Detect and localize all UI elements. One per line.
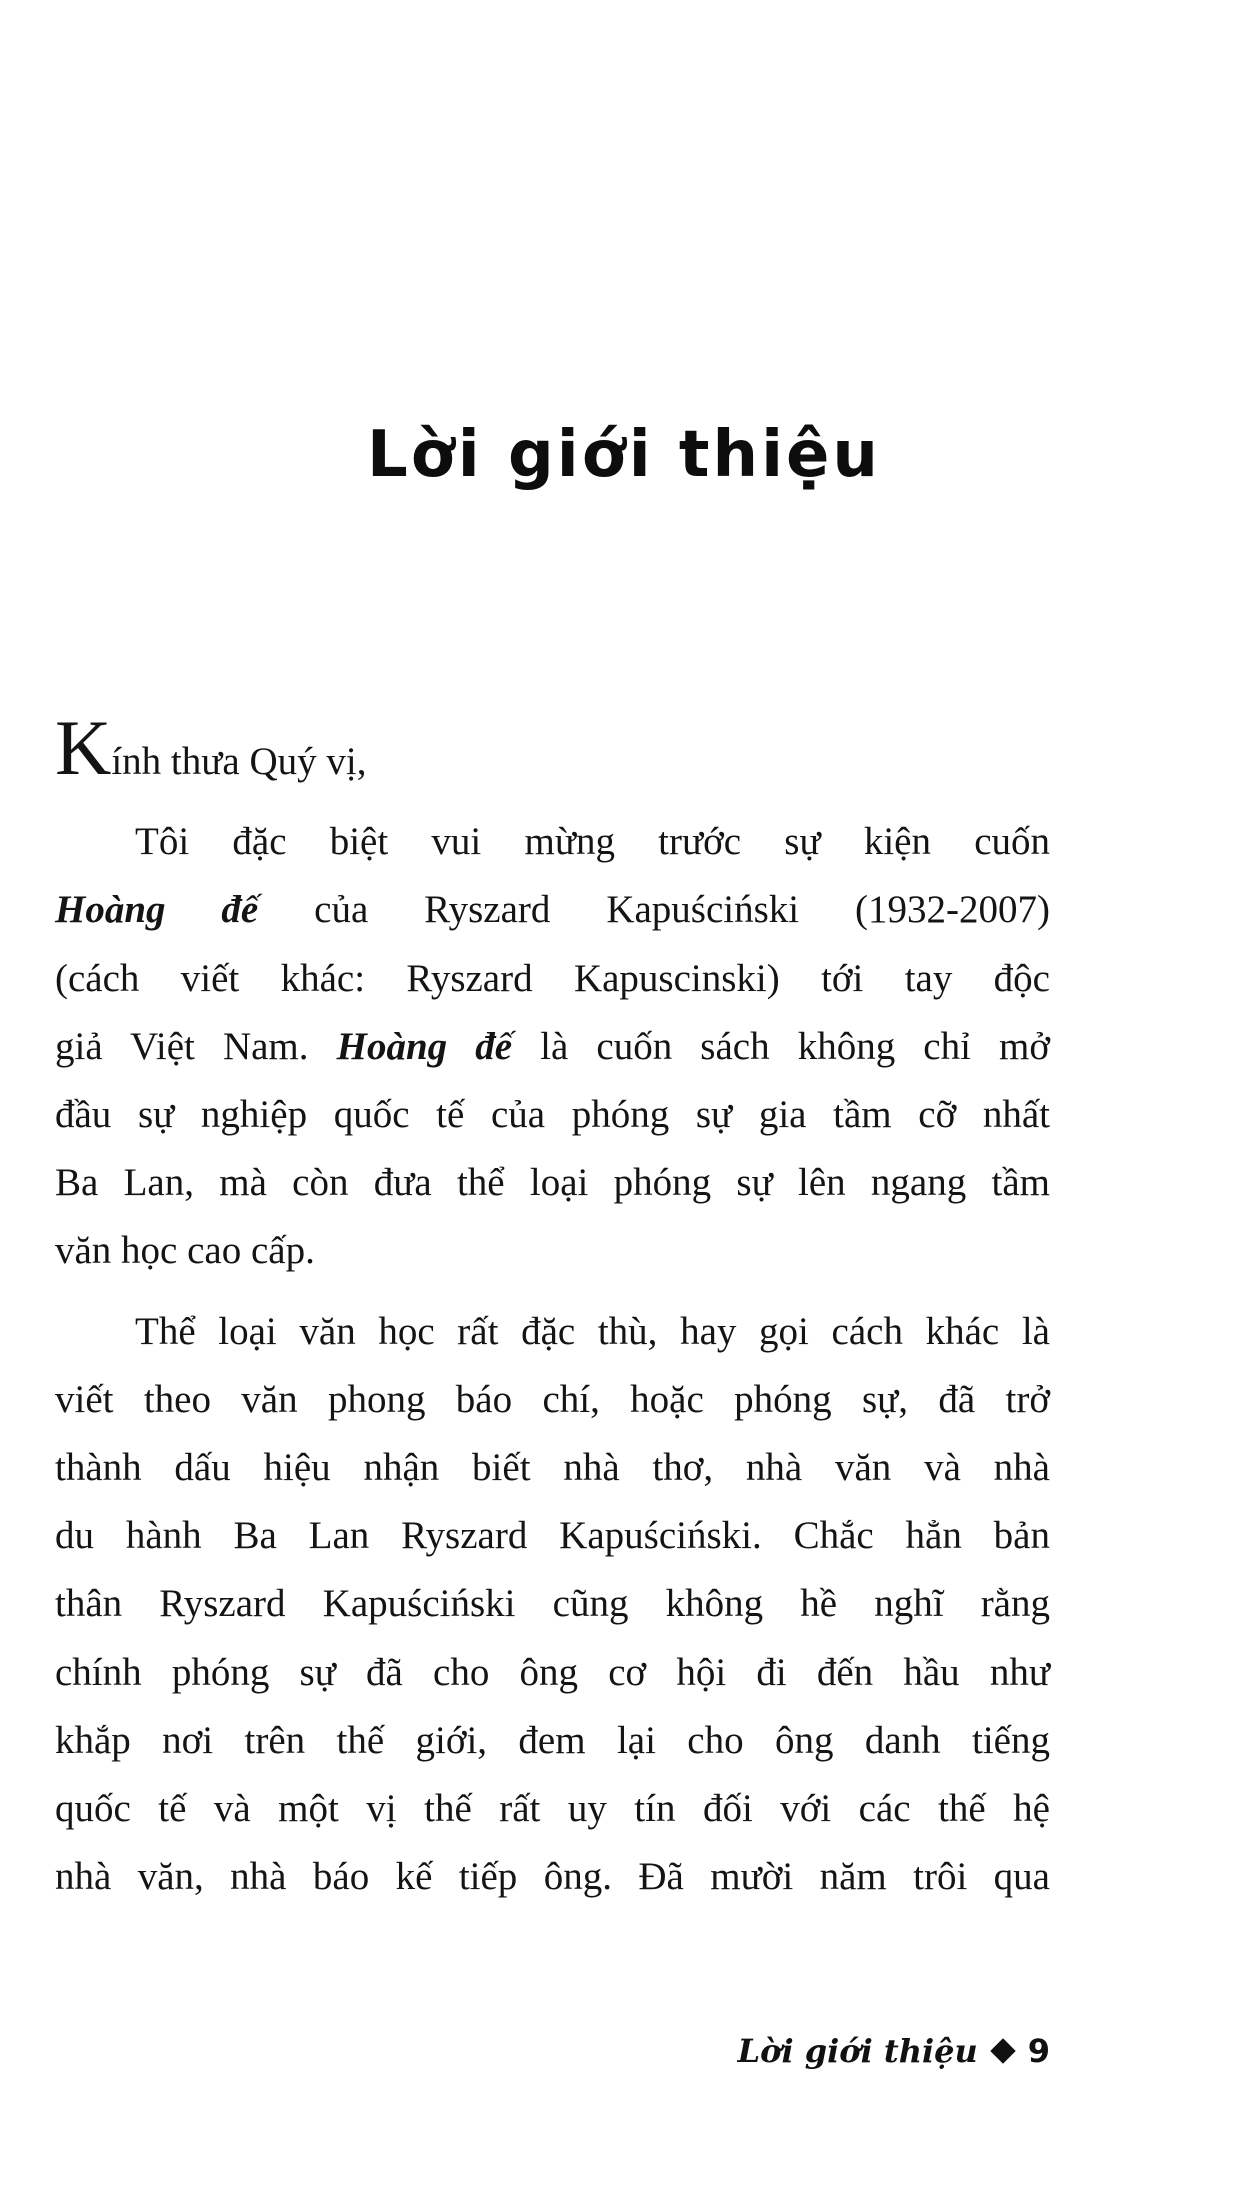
text-line: chính phóng sự đã cho ông cơ hội đi đến hầu như (55, 1650, 1050, 1694)
dropcap-letter: K (55, 704, 112, 791)
book-title-emphasis: Hoàng đế (336, 1024, 513, 1068)
text-line: giả Việt Nam. Hoàng đế là cuốn sách không chỉ mở (55, 1024, 1050, 1068)
salutation-text: ính thưa Quý vị, (111, 740, 367, 783)
text-line: Tôi đặc biệt vui mừng trước sự kiện cuốn (135, 820, 1050, 864)
text-line: khắp nơi trên thế giới, đem lại cho ông danh tiếng (55, 1718, 1050, 1762)
paragraph-2 (55, 1298, 1050, 1912)
text-line: Thể loại văn học rất đặc thù, hay gọi cách khác là (135, 1309, 1050, 1353)
text-line: (cách viết khác: Ryszard Kapuscinski) tới tay độc (55, 956, 1050, 1000)
running-footer (738, 2032, 1050, 2070)
text-line: viết theo văn phong báo chí, hoặc phóng sự, đã trở (55, 1377, 1050, 1421)
text-line: quốc tế và một vị thế rất uy tín đối với các thế hệ (55, 1787, 1050, 1831)
running-title: Lời giới thiệu (737, 2032, 978, 2070)
text-line: nhà văn, nhà báo kế tiếp ông. Đã mười năm trôi qua (55, 1855, 1050, 1899)
text-line: Ba Lan, mà còn đưa thể loại phóng sự lên ngang tầm (55, 1161, 1050, 1205)
text-line: thân Ryszard Kapuściński cũng không hề nghĩ rằng (55, 1582, 1050, 1626)
salutation (55, 704, 1050, 796)
text-line: văn học cao cấp. (55, 1229, 315, 1273)
text-line: Hoàng đế của Ryszard Kapuściński (1932-2007) (55, 888, 1050, 932)
page-number: 9 (1027, 2032, 1050, 2070)
body-text (55, 704, 1050, 1911)
text-line: thành dấu hiệu nhận biết nhà thơ, nhà văn và nhà (55, 1446, 1050, 1490)
text-line: đầu sự nghiệp quốc tế của phóng sự gia tầm cỡ nhất (55, 1093, 1050, 1137)
diamond-icon (990, 2038, 1015, 2063)
book-title-emphasis: Hoàng đế (55, 888, 259, 932)
paragraph-1 (55, 808, 1050, 1285)
text-line: du hành Ba Lan Ryszard Kapuściński. Chắc hẳn bản (55, 1514, 1050, 1558)
chapter-title: Lời giới thiệu (367, 418, 881, 492)
